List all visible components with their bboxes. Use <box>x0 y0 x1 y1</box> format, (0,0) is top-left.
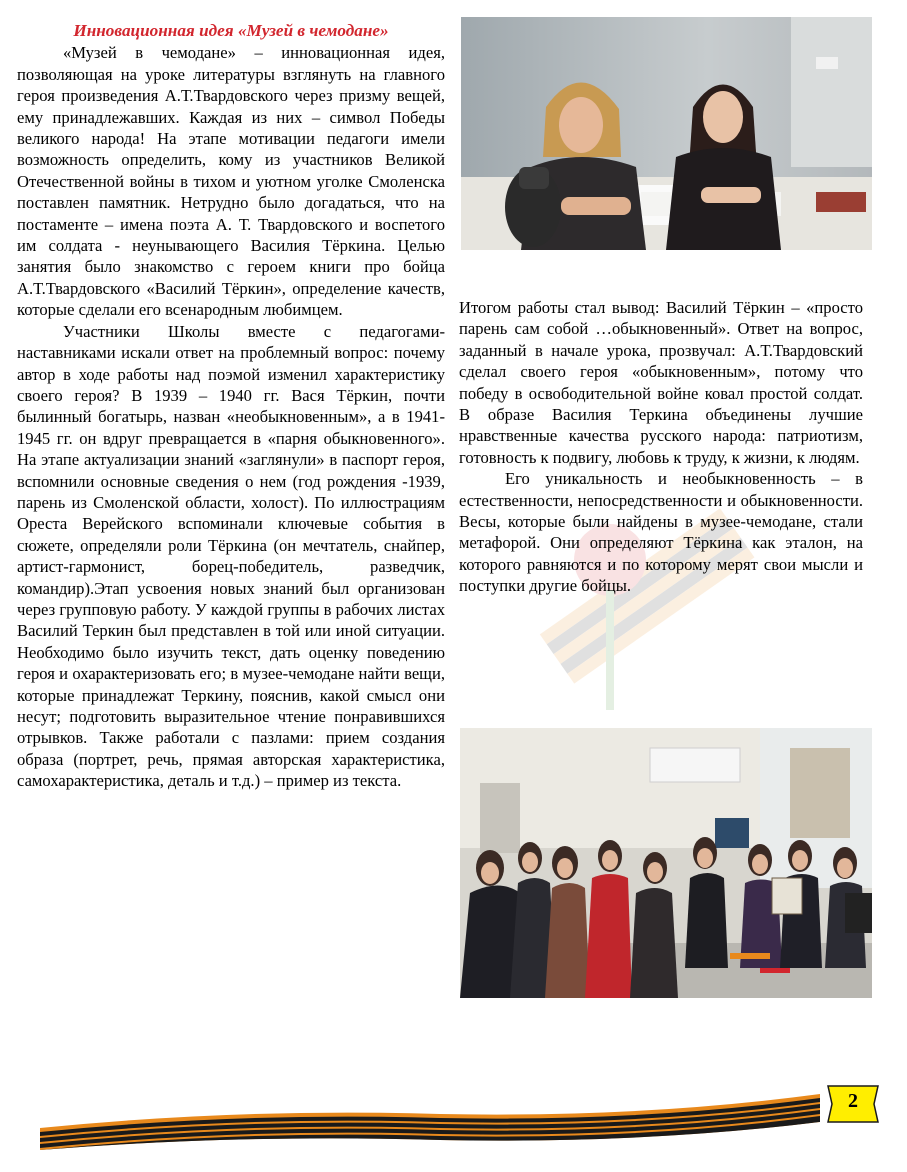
paragraph-intro: «Музей в чемодане» – инновационная идея, позволяющая на уроке литературы взглянуть на главного героя произведения А.Т.Твардовского через призму вещей, ему принадлежавших. Каждая из них – символ Победы великого народа! На этапе мотивации педагоги имели возможность определить, кому из участников Великой Отечественной войны в тихом и уютном уголке Смоленска поставлен памятник. Нетрудно было догадаться, что на постаменте – имена поэта А. Т. Твардовского и воспетого им солдата - неунывающего Василия Тёркина. Целью занятия было знакомство с героем книги про бойца А.Т.Твардовского «Василий Тёркин», определение качеств, которые сделали его всенародным любимцем. <box>17 43 445 320</box>
photo-group-of-participants <box>460 728 872 998</box>
page-number: 2 <box>848 1090 858 1112</box>
article-title: Инновационная идея «Музей в чемодане» <box>73 21 389 40</box>
right-column-text <box>459 297 863 597</box>
photo-two-women-at-table <box>461 17 872 250</box>
paragraph-conclusion: Итогом работы стал вывод: Василий Тёркин – «просто парень сам собой …обыкновенный». Ответ на вопрос, заданный в начале урока, прозвучал: А.Т.Твардовский сделал своего героя «обыкновенным», потому что победу в освободительной войне ковал простой солдат. В образе Василия Теркина объединены лучшие нравственные качества русского народа: патриотизм, готовность к подвигу, любовь к труду, к жизни, к людям. <box>459 298 863 467</box>
st-george-ribbon-decoration <box>40 1088 820 1150</box>
left-column-text <box>17 20 445 792</box>
paragraph-school-participants: Участники Школы вместе с педагогами-наставниками искали ответ на проблемный вопрос: почему автор в ходе работы над поэмой изменил характеристику своего героя? В 1939 – 1940 гг. Вася Тёркин, почти былинный богатырь, назван «необыкновенным», а в 1941-1945 гг. он вдруг превращается в «парня обыкновенного». На этапе актуализации знаний «заглянули» в паспорт героя, вспомнили основные сведения о нем (год рождения -1939, парень из Смоленской области, холост). По иллюстрациям Ореста Верейского вспоминали ключевые события в сюжете, определяли роли Тёркина (он мечтатель, снайпер, артист-гармонист, борец-победитель, разведчик, командир).Этап усвоения новых знаний был организован через групповую работу. У каждой группы в рабочих листах Василий Теркин был представлен в той или иной ситуации. Необходимо было изучить текст, дать оценку поведению героя и охарактеризовать его; в музее-чемодане найти вещи, которые принадлежат Теркину, пояснив, какой смысл они несут; подготовить выразительное чтение понравившихся отрывков. Также работали с пазлами: прием создания образа (портрет, речь, прямая авторская характеристика, самохарактеристика, деталь и т.д.) – пример из текста. <box>17 321 445 791</box>
paragraph-uniqueness: Его уникальность и необыкновенность – в естественности, непосредственности и обыкновенности. Весы, которые были найдены в музее-чемодане, стали метафорой. Они определяют Тёркина как эталон, на которого равняются и по которому мерят свои мысли и поступки другие бойцы. <box>459 469 863 596</box>
